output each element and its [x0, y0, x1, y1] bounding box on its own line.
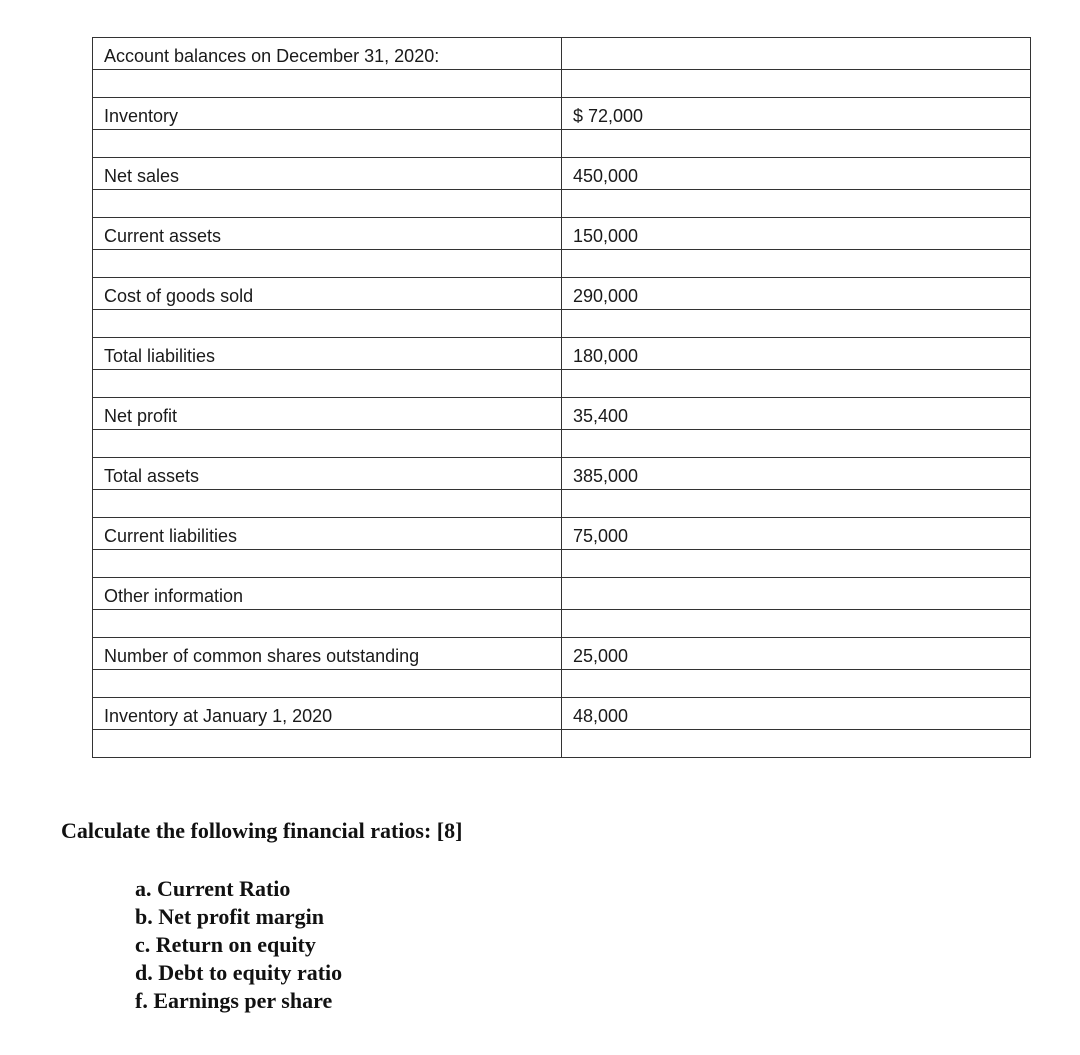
ratio-item-return-on-equity: c. Return on equity [135, 932, 316, 957]
row-value [562, 38, 1031, 70]
spacer-row [93, 70, 1031, 98]
table-row [93, 218, 1031, 250]
table-row [93, 98, 1031, 130]
table-body [93, 38, 1031, 758]
table-row [93, 578, 1031, 610]
table-row [93, 638, 1031, 670]
table-row [93, 458, 1031, 490]
row-label: Current assets [93, 218, 562, 250]
row-label: Net sales [93, 158, 562, 190]
table-row [93, 338, 1031, 370]
row-label: Inventory [93, 98, 562, 130]
table-row [93, 398, 1031, 430]
account-balances-table [92, 37, 1031, 758]
row-label: Number of common shares outstanding [93, 638, 562, 670]
spacer-row [93, 190, 1031, 218]
spacer-row [93, 610, 1031, 638]
ratio-item-earnings-per-share: f. Earnings per share [135, 988, 333, 1013]
spacer-row [93, 130, 1031, 158]
spacer-row [93, 550, 1031, 578]
ratio-item-net-profit-margin: b. Net profit margin [135, 904, 325, 929]
spacer-row [93, 250, 1031, 278]
row-value: 450,000 [562, 158, 1031, 190]
table-row [93, 518, 1031, 550]
row-value: 150,000 [562, 218, 1031, 250]
row-label: Cost of goods sold [93, 278, 562, 310]
table-row [93, 38, 1031, 70]
row-value: 25,000 [562, 638, 1031, 670]
row-value: 35,400 [562, 398, 1031, 430]
table-row [93, 278, 1031, 310]
row-value: $ 72,000 [562, 98, 1031, 130]
row-label: Total assets [93, 458, 562, 490]
spacer-row [93, 670, 1031, 698]
ratio-list [135, 875, 342, 1015]
row-label: Inventory at January 1, 2020 [93, 698, 562, 730]
row-label: Total liabilities [93, 338, 562, 370]
row-label: Other information [93, 578, 562, 610]
table-row [93, 158, 1031, 190]
row-label: Current liabilities [93, 518, 562, 550]
row-label: Account balances on December 31, 2020: [93, 38, 562, 70]
ratio-item-debt-to-equity: d. Debt to equity ratio [135, 960, 343, 985]
row-value: 75,000 [562, 518, 1031, 550]
row-label: Net profit [93, 398, 562, 430]
spacer-row [93, 310, 1031, 338]
spacer-row [93, 430, 1031, 458]
row-value: 48,000 [562, 698, 1031, 730]
spacer-row [93, 370, 1031, 398]
row-value: 290,000 [562, 278, 1031, 310]
question-heading: Calculate the following financial ratios: [8] [61, 818, 463, 843]
spacer-row [93, 730, 1031, 758]
ratio-item-current-ratio: a. Current Ratio [135, 876, 291, 901]
spacer-row [93, 490, 1031, 518]
table-row [93, 698, 1031, 730]
row-value: 385,000 [562, 458, 1031, 490]
row-value: 180,000 [562, 338, 1031, 370]
row-value [562, 578, 1031, 610]
